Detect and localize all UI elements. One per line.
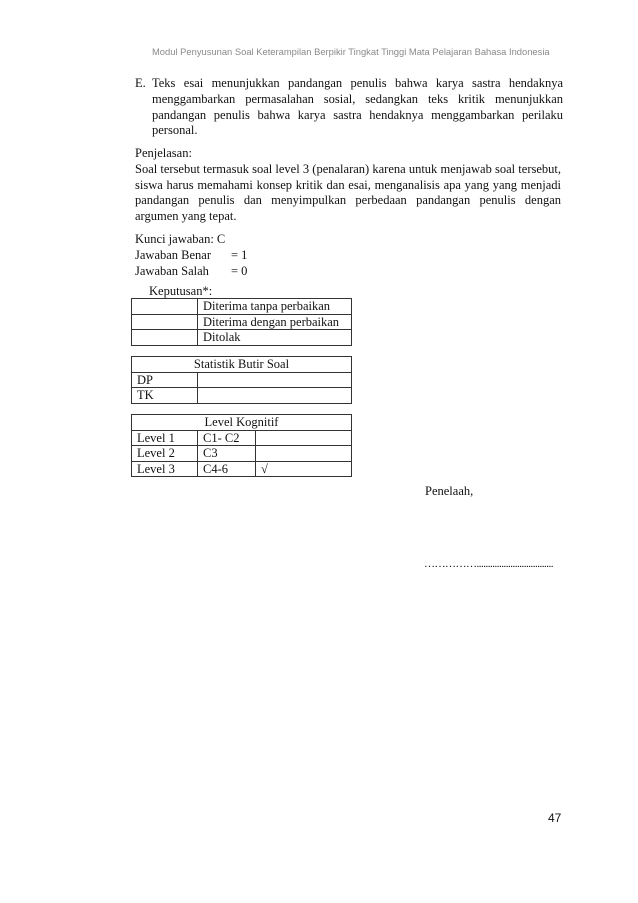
cognitive-level: Level 2 (132, 446, 198, 462)
decision-row (132, 314, 352, 330)
statistics-table (131, 356, 352, 404)
correct-label: Jawaban Benar (135, 247, 212, 262)
reviewer-label: Penelaah, (425, 484, 474, 498)
cognitive-code: C4-6 (198, 461, 256, 477)
answer-key: Kunci jawaban: C (135, 232, 226, 246)
decision-table (131, 298, 352, 346)
explanation-section (135, 146, 561, 225)
cognitive-row (132, 461, 352, 477)
decision-row (132, 299, 352, 315)
option-text: Teks esai menunjukkan pandangan penulis bahwa karya sastra hendaknya menggambarkan permasalahan sosial, sedangkan teks kritik menunjukkan pandangan penulis bahwa karya sastra hendaknya menggambarkan perilaku personal. (152, 76, 563, 138)
correct-value: = 1 (231, 247, 248, 262)
wrong-score-row (135, 263, 248, 280)
statistics-value (198, 372, 352, 388)
cognitive-level-table (131, 414, 352, 477)
signature-line: …………….................................. (424, 558, 553, 570)
correct-score-row (135, 247, 248, 264)
cognitive-mark (256, 430, 352, 446)
decision-checkbox-cell[interactable] (132, 299, 198, 315)
decision-checkbox-cell[interactable] (132, 330, 198, 346)
cognitive-code: C3 (198, 446, 256, 462)
check-mark-icon: √ (256, 461, 352, 477)
decision-option: Diterima tanpa perbaikan (198, 299, 352, 315)
cognitive-code: C1- C2 (198, 430, 256, 446)
cognitive-title: Level Kognitif (132, 415, 352, 431)
option-letter: E. (135, 76, 146, 90)
cognitive-row (132, 446, 352, 462)
statistics-label: DP (132, 372, 198, 388)
decision-row (132, 330, 352, 346)
cognitive-mark (256, 446, 352, 462)
wrong-label: Jawaban Salah (135, 263, 209, 278)
cognitive-level: Level 1 (132, 430, 198, 446)
answer-key-section (135, 232, 248, 279)
explanation-title: Penjelasan: (135, 146, 192, 160)
cognitive-row (132, 430, 352, 446)
running-header: Modul Penyusunan Soal Keterampilan Berpikir Tingkat Tinggi Mata Pelajaran Bahasa Indonesia (152, 46, 550, 57)
decision-option: Ditolak (198, 330, 352, 346)
decision-checkbox-cell[interactable] (132, 314, 198, 330)
explanation-body: Soal tersebut termasuk soal level 3 (penalaran) karena untuk menjawab soal tersebut, siswa harus memahami konsep kritik dan esai, menganalisis apa yang yang menjadi pandangan penulis dan menyimpulkan perbedaan pandangan penulis dengan argumen yang tepat. (135, 161, 561, 224)
decision-option: Diterima dengan perbaikan (198, 314, 352, 330)
page-number: 47 (548, 811, 562, 825)
statistics-title: Statistik Butir Soal (132, 357, 352, 373)
statistics-row (132, 372, 352, 388)
statistics-value (198, 388, 352, 404)
answer-option-e (135, 76, 563, 139)
cognitive-level: Level 3 (132, 461, 198, 477)
decision-label: Keputusan*: (149, 284, 213, 298)
statistics-label: TK (132, 388, 198, 404)
wrong-value: = 0 (231, 263, 248, 278)
statistics-row (132, 388, 352, 404)
